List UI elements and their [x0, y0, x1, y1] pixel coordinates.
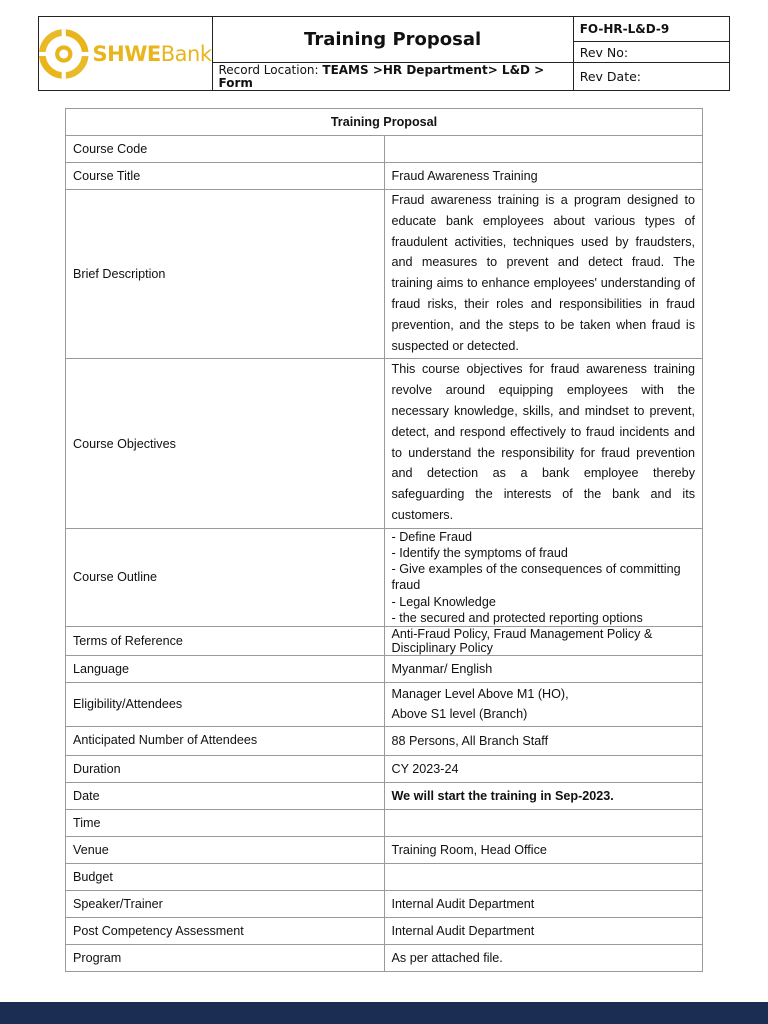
time-value [384, 809, 703, 836]
course-objectives-value: This course objectives for fraud awareness training revolve around equipping employees with the necessary knowledge, skills, and mindset to prevent, detect, and respond effectively to fraud incidents and to understand the responsibility for fraud prevention and detection as a bank employee thereby safeguarding the interests of the bank and its customers. [384, 359, 703, 528]
duration-value: CY 2023-24 [384, 755, 703, 782]
field-label: Venue [66, 836, 385, 863]
date-value: We will start the training in Sep-2023. [384, 782, 703, 809]
budget-value [384, 863, 703, 890]
table-row [66, 626, 703, 655]
field-label: Eligibility/Attendees [66, 682, 385, 726]
rev-date: Rev Date: [573, 63, 729, 91]
field-label: Course Code [66, 136, 385, 163]
list-item: - Identify the symptoms of fraud [391, 545, 568, 560]
speaker-value: Internal Audit Department [384, 890, 703, 917]
brand-name: SHWEBank [92, 41, 212, 66]
table-row [66, 782, 703, 809]
field-label: Anticipated Number of Attendees [66, 726, 385, 755]
footer-bar [0, 1002, 768, 1024]
field-label: Date [66, 782, 385, 809]
shwebank-logo [39, 17, 212, 90]
field-label: Time [66, 809, 385, 836]
form-code: FO-HR-L&D-9 [573, 17, 729, 42]
list-item: - the secured and protected reporting options [391, 610, 643, 625]
table-row [66, 917, 703, 944]
table-heading-row [66, 109, 703, 136]
field-label: Terms of Reference [66, 626, 385, 655]
program-value: As per attached file. [384, 944, 703, 971]
table-row [66, 755, 703, 782]
table-row [66, 163, 703, 190]
table-row [66, 190, 703, 359]
field-label: Brief Description [66, 190, 385, 359]
document-header [38, 16, 730, 91]
table-row [66, 890, 703, 917]
course-outline-value [384, 528, 703, 626]
course-code-value [384, 136, 703, 163]
venue-value: Training Room, Head Office [384, 836, 703, 863]
field-label: Language [66, 655, 385, 682]
table-heading: Training Proposal [66, 109, 703, 136]
field-label: Speaker/Trainer [66, 890, 385, 917]
terms-of-reference-value: Anti-Fraud Policy, Fraud Management Policy & Disciplinary Policy [384, 626, 703, 655]
list-item: - Define Fraud [391, 529, 472, 544]
table-row [66, 944, 703, 971]
record-location: Record Location: TEAMS >HR Department> L&D > Form [212, 63, 573, 91]
field-label: Course Objectives [66, 359, 385, 528]
logo-cell [39, 17, 213, 91]
table-row [66, 836, 703, 863]
table-row [66, 726, 703, 755]
bank-emblem-icon [39, 24, 89, 84]
table-row [66, 809, 703, 836]
training-proposal-table [65, 108, 703, 972]
table-row [66, 528, 703, 626]
field-label: Duration [66, 755, 385, 782]
table-row [66, 655, 703, 682]
document-title: Training Proposal [212, 17, 573, 63]
table-row [66, 682, 703, 726]
table-row [66, 136, 703, 163]
list-item: - Give examples of the consequences of committing fraud [391, 562, 681, 593]
eligibility-value: Manager Level Above M1 (HO), Above S1 level (Branch) [384, 682, 703, 726]
field-label: Program [66, 944, 385, 971]
anticipated-attendees-value: 88 Persons, All Branch Staff [384, 726, 703, 755]
field-label: Post Competency Assessment [66, 917, 385, 944]
language-value: Myanmar/ English [384, 655, 703, 682]
list-item: - Legal Knowledge [391, 594, 496, 609]
course-title-value: Fraud Awareness Training [384, 163, 703, 190]
rev-no: Rev No: [573, 42, 729, 63]
assessment-value: Internal Audit Department [384, 917, 703, 944]
field-label: Course Title [66, 163, 385, 190]
table-row [66, 359, 703, 528]
field-label: Course Outline [66, 528, 385, 626]
field-label: Budget [66, 863, 385, 890]
brief-description-value: Fraud awareness training is a program designed to educate bank employees about various types of fraudulent activities, techniques used by fraudsters, and measures to prevent and detect fraud. The training aims to enhance employees' understanding of fraud risks, their roles and responsibilities in fraud prevention, and the steps to be taken when fraud is suspected or detected. [384, 190, 703, 359]
table-row [66, 863, 703, 890]
